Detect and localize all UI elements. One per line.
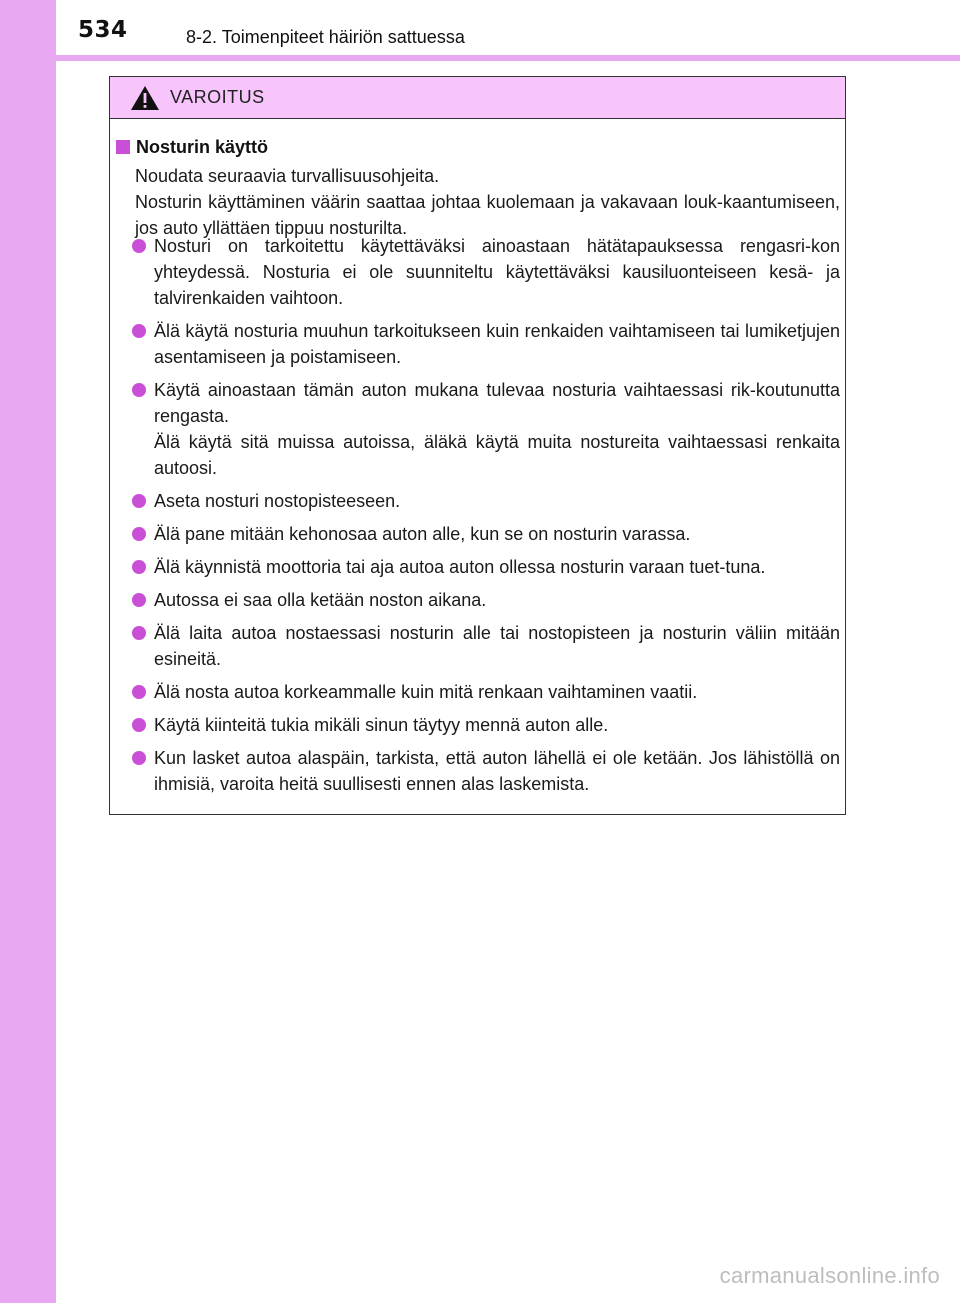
bullet-text: Älä käytä nosturia muuhun tarkoitukseen kuin renkaiden vaihtamiseen tai lumiketjujen asentamiseen ja poistamiseen.: [154, 321, 840, 367]
bullet-text: Älä laita autoa nostaessasi nosturin alle tai nostopisteen ja nosturin väliin mitään esineitä.: [154, 623, 840, 669]
bullet-list: [116, 233, 840, 804]
round-bullet-icon: [132, 593, 146, 607]
bullet-text: Kun lasket autoa alaspäin, tarkista, että auton lähellä ei ole ketään. Jos lähistöllä on ihmisiä, varoita heitä suullisesti ennen alas laskemista.: [154, 748, 840, 794]
round-bullet-icon: [132, 494, 146, 508]
bullet-text: Nosturi on tarkoitettu käytettäväksi ainoastaan hätätapauksessa rengasri-kon yhteydessä. Nosturia ei ole suunniteltu käytettäväksi kausiluonteiseen kesä- ja talvirenkaiden vaihtoon.: [154, 236, 840, 308]
bullet-item: [116, 712, 840, 738]
bullet-item: [116, 620, 840, 672]
bullet-text: Älä pane mitään kehonosaa auton alle, kun se on nosturin varassa.: [154, 524, 691, 544]
round-bullet-icon: [132, 751, 146, 765]
round-bullet-icon: [132, 685, 146, 699]
bullet-item: [116, 679, 840, 705]
bullet-item: [116, 318, 840, 370]
warning-label: VAROITUS: [170, 87, 265, 107]
header-rule: [56, 55, 960, 61]
intro-line: Noudata seuraavia turvallisuusohjeita.: [135, 166, 440, 186]
warning-intro: [135, 163, 840, 241]
round-bullet-icon: [132, 718, 146, 732]
intro-line: Nosturin käyttäminen väärin saattaa johtaa kuolemaan ja vakavaan louk-kaantumiseen, jos auto yllättäen tippuu nosturilta.: [135, 192, 840, 238]
round-bullet-icon: [132, 527, 146, 541]
warning-box: [109, 76, 846, 815]
bullet-text: Älä käynnistä moottoria tai aja autoa auton ollessa nosturin varaan tuet-tuna.: [154, 557, 766, 577]
page-side-band: [0, 0, 56, 1303]
bullet-item: [116, 745, 840, 797]
bullet-text: Käytä kiinteitä tukia mikäli sinun täytyy mennä auton alle.: [154, 715, 609, 735]
round-bullet-icon: [132, 626, 146, 640]
round-bullet-icon: [132, 239, 146, 253]
watermark: carmanualsonline.info: [719, 1263, 940, 1288]
bullet-text: Aseta nosturi nostopisteeseen.: [154, 491, 401, 511]
warning-triangle-icon: [130, 85, 160, 111]
bullet-text: Käytä ainoastaan tämän auton mukana tulevaa nosturia vaihtaessasi rik-koutunutta rengasta.: [154, 380, 840, 426]
warning-heading: [116, 137, 268, 158]
bullet-text: Älä käytä sitä muissa autoissa, äläkä käytä muita nostureita vaihtaessasi renkaita autoosi.: [154, 432, 840, 478]
bullet-text: Älä nosta autoa korkeammalle kuin mitä renkaan vaihtaminen vaatii.: [154, 682, 698, 702]
bullet-item: [116, 233, 840, 311]
bullet-item: [116, 554, 840, 580]
round-bullet-icon: [132, 383, 146, 397]
round-bullet-icon: [132, 324, 146, 338]
bullet-item: [116, 488, 840, 514]
bullet-item: [116, 521, 840, 547]
bullet-item: [116, 587, 840, 613]
bullet-text: Autossa ei saa olla ketään noston aikana.: [154, 590, 487, 610]
warning-heading-text: Nosturin käyttö: [136, 137, 269, 157]
round-bullet-icon: [132, 560, 146, 574]
page-number: 534: [78, 17, 128, 43]
warning-header: [110, 77, 845, 119]
bullet-item: [116, 377, 840, 481]
section-title: 8-2. Toimenpiteet häiriön sattuessa: [186, 27, 465, 47]
square-bullet-icon: [116, 140, 130, 154]
